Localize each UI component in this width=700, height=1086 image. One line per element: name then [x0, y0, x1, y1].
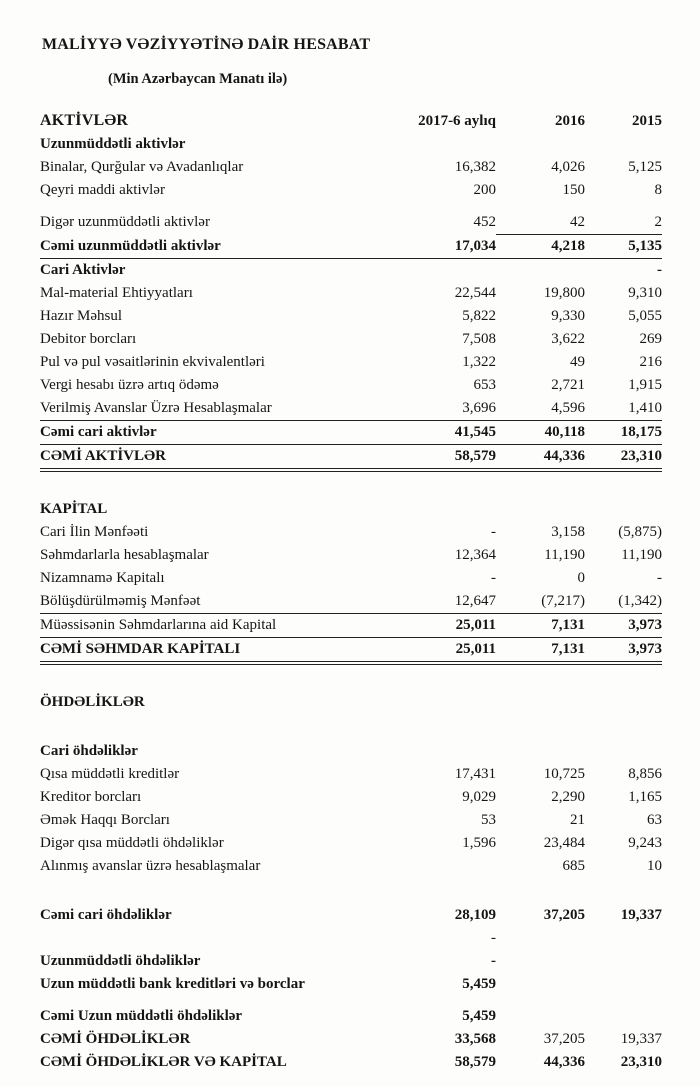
table-row [40, 351, 662, 374]
row-value-col2: 7,131 [551, 641, 585, 657]
row-value-col3: 19,337 [620, 1031, 662, 1047]
row-value-col1: 41,545 [454, 424, 496, 440]
table-row [40, 1005, 662, 1028]
row-value-col1: 58,579 [454, 1054, 496, 1070]
row-value-col3: 3,973 [628, 617, 662, 633]
row-label: Cəmi cari öhdəliklər [40, 907, 172, 923]
row-value-col3: 2 [654, 214, 662, 230]
row-value-col2: 3,158 [551, 524, 585, 540]
row-value-col2: 4,026 [551, 159, 585, 175]
row-label: KAPİTAL [40, 501, 108, 517]
row-value-col3: 5,055 [628, 308, 662, 324]
row-value-col1: 17,431 [454, 766, 496, 782]
table-row [40, 1028, 662, 1051]
row-value-col2: 4,596 [551, 400, 585, 416]
row-label: Qısa müddətli kreditlər [40, 766, 180, 782]
header-col-2016: 2016 [555, 113, 585, 129]
row-label: CƏMİ AKTİVLƏR [40, 448, 166, 464]
header-col-2017: 2017-6 aylıq [418, 113, 496, 129]
row-value-col2: 21 [570, 812, 585, 828]
row-label: Səhmdarlarla hesablaşmalar [40, 547, 209, 563]
table-row [40, 445, 662, 472]
row-label: Cəmi cari aktivlər [40, 424, 157, 440]
row-value-col2: 44,336 [543, 1054, 585, 1070]
table-row [40, 855, 662, 878]
row-value-col3: (5,875) [618, 524, 662, 540]
page-subtitle: (Min Azərbaycan Manatı ilə) [108, 71, 288, 87]
row-value-col1: 5,459 [462, 1008, 496, 1024]
row-value-col1: 22,544 [454, 285, 496, 301]
table-row [40, 179, 662, 202]
table-row [40, 567, 662, 590]
row-value-col1: 12,647 [454, 593, 496, 609]
row-value-col3: 1,410 [628, 400, 662, 416]
table-row [40, 421, 662, 445]
row-label: Digər qısa müddətli öhdəliklər [40, 835, 224, 851]
row-value-col2: 9,330 [551, 308, 585, 324]
row-label: CƏMİ ÖHDƏLİKLƏR VƏ KAPİTAL [40, 1054, 287, 1070]
row-value-col3: 269 [639, 331, 662, 347]
table-row [40, 259, 662, 282]
row-value-col1: 58,579 [454, 448, 496, 464]
table-row [40, 328, 662, 351]
row-value-col3: 18,175 [620, 424, 662, 440]
row-value-col1: 28,109 [454, 907, 496, 923]
row-label: Pul və pul vəsaitlərinin ekvivalentləri [40, 354, 265, 370]
row-value-col3: 5,135 [585, 234, 662, 258]
table-row [40, 809, 662, 832]
table-row [40, 305, 662, 328]
row-value-col1: 9,029 [462, 789, 496, 805]
row-value-col1: - [491, 524, 496, 540]
row-value-col1: 1,596 [462, 835, 496, 851]
table-row [40, 374, 662, 397]
row-label: Hazır Məhsul [40, 308, 123, 324]
row-label: Cəmi uzunmüddətli aktivlər [40, 238, 221, 254]
row-label: Müəssisənin Səhmdarlarına aid Kapital [40, 617, 277, 633]
row-value-col3: 8,856 [628, 766, 662, 782]
table-row [40, 614, 662, 638]
row-value-col1: 17,034 [454, 238, 496, 254]
table-row [40, 740, 662, 763]
row-value-col1: 452 [473, 214, 496, 230]
row-label: ÖHDƏLİKLƏR [40, 694, 145, 710]
row-value-col3: 8 [654, 182, 662, 198]
row-label: Cari öhdəliklər [40, 743, 138, 759]
row-label: Kreditor borcları [40, 789, 142, 805]
row-value-col3: 216 [639, 354, 662, 370]
row-label: Debitor borcları [40, 331, 137, 347]
row-value-col3: 3,973 [628, 641, 662, 657]
row-value-col1: - [491, 953, 496, 969]
page-title: MALİYYƏ VƏZİYYƏTİNƏ DAİR HESABAT [42, 36, 371, 53]
table-header-row [40, 109, 662, 133]
row-value-col3: - [657, 262, 662, 278]
row-value-col2: 23,484 [543, 835, 585, 851]
table-row [40, 397, 662, 421]
table-row [40, 156, 662, 179]
row-value-col3: 9,310 [628, 285, 662, 301]
header-section-label: AKTİVLƏR [40, 112, 129, 129]
row-label: Binalar, Qurğular və Avadanlıqlar [40, 159, 244, 175]
row-value-col1: 1,322 [462, 354, 496, 370]
table-row [40, 832, 662, 855]
row-label: Uzunmüddətli aktivlər [40, 136, 186, 152]
row-value-col2: 44,336 [543, 448, 585, 464]
row-value-col1: 33,568 [454, 1031, 496, 1047]
table-row [40, 786, 662, 809]
row-label: Nizamnamə Kapitalı [40, 570, 165, 586]
row-value-col2: 2,290 [551, 789, 585, 805]
table-row [40, 211, 662, 234]
row-value-col2: 10,725 [543, 766, 585, 782]
row-label: Cəmi Uzun müddətli öhdəliklər [40, 1008, 243, 1024]
row-value-col1: 3,696 [462, 400, 496, 416]
row-value-col2: 685 [562, 858, 585, 874]
table-row [40, 638, 662, 665]
row-label: CƏMİ SƏHMDAR KAPİTALI [40, 641, 241, 657]
row-value-col1: 25,011 [455, 617, 496, 633]
row-value-col2: 11,190 [544, 547, 585, 563]
row-label: Digər uzunmüddətli aktivlər [40, 214, 210, 230]
row-value-col1: 653 [473, 377, 496, 393]
row-label: Bölüşdürülməmiş Mənfəət [40, 593, 201, 609]
row-value-col2: 4,218 [496, 234, 585, 258]
row-value-col2: 40,118 [544, 424, 585, 440]
row-label: Mal-material Ehtiyyatları [40, 285, 193, 301]
row-value-col1: 53 [481, 812, 496, 828]
row-label: CƏMİ ÖHDƏLİKLƏR [40, 1031, 191, 1047]
table-row [40, 691, 662, 714]
row-value-col1: 5,822 [462, 308, 496, 324]
row-label: Uzunmüddətli öhdəliklər [40, 953, 201, 969]
row-value-col1: 16,382 [454, 159, 496, 175]
row-value-col1: - [491, 570, 496, 586]
row-value-col3: 5,125 [628, 159, 662, 175]
row-value-col2: 37,205 [543, 907, 585, 923]
table-row [40, 763, 662, 786]
row-value-col1: 25,011 [455, 641, 496, 657]
row-value-col2: 3,622 [551, 331, 585, 347]
row-value-col2: (7,217) [541, 593, 585, 609]
row-value-col2: 2,721 [551, 377, 585, 393]
row-label: Vergi hesabı üzrə artıq ödəmə [40, 377, 219, 393]
row-label: Qeyri maddi aktivlər [40, 182, 165, 198]
row-value-col3: 1,165 [628, 789, 662, 805]
row-value-col3: 9,243 [628, 835, 662, 851]
table-row [40, 927, 662, 950]
row-value-col3: 63 [647, 812, 662, 828]
row-value-col1: 7,508 [462, 331, 496, 347]
table-row [40, 521, 662, 544]
row-value-col3: 11,190 [621, 547, 662, 563]
table-row [40, 498, 662, 521]
row-value-col2: 37,205 [543, 1031, 585, 1047]
row-value-col2: 19,800 [543, 285, 585, 301]
statement-rows [40, 133, 662, 1074]
row-value-col3: 10 [647, 858, 662, 874]
row-value-col3: 23,310 [620, 448, 662, 464]
table-row [40, 133, 662, 156]
row-value-col1: 200 [473, 182, 496, 198]
row-value-col2: 49 [570, 354, 585, 370]
table-row [40, 950, 662, 973]
table-row [40, 590, 662, 614]
row-value-col2: 0 [577, 570, 585, 586]
row-value-col1: - [491, 930, 496, 946]
row-label: Cari Aktivlər [40, 262, 126, 278]
row-value-col3: - [657, 570, 662, 586]
row-value-col1: 5,459 [462, 976, 496, 992]
table-row [40, 234, 662, 259]
row-value-col3: 19,337 [620, 907, 662, 923]
row-label: Verilmiş Avanslar Üzrə Hesablaşmalar [40, 400, 272, 416]
row-label: Əmək Haqqı Borcları [40, 812, 170, 828]
header-col-2015: 2015 [632, 113, 662, 129]
row-label: Alınmış avanslar üzrə hesablaşmalar [40, 858, 261, 874]
row-value-col2: 7,131 [551, 617, 585, 633]
row-value-col3: 1,915 [628, 377, 662, 393]
table-row [40, 1051, 662, 1074]
row-value-col2: 150 [562, 182, 585, 198]
table-row [40, 544, 662, 567]
table-row [40, 904, 662, 927]
row-label: Uzun müddətli bank kreditləri və borclar [40, 976, 305, 992]
row-value-col1: 12,364 [454, 547, 496, 563]
row-value-col3: 23,310 [620, 1054, 662, 1070]
table-row [40, 282, 662, 305]
table-row [40, 973, 662, 996]
row-value-col3: (1,342) [618, 593, 662, 609]
row-label: Cari İlin Mənfəəti [40, 524, 149, 540]
row-value-col2: 42 [570, 214, 585, 230]
